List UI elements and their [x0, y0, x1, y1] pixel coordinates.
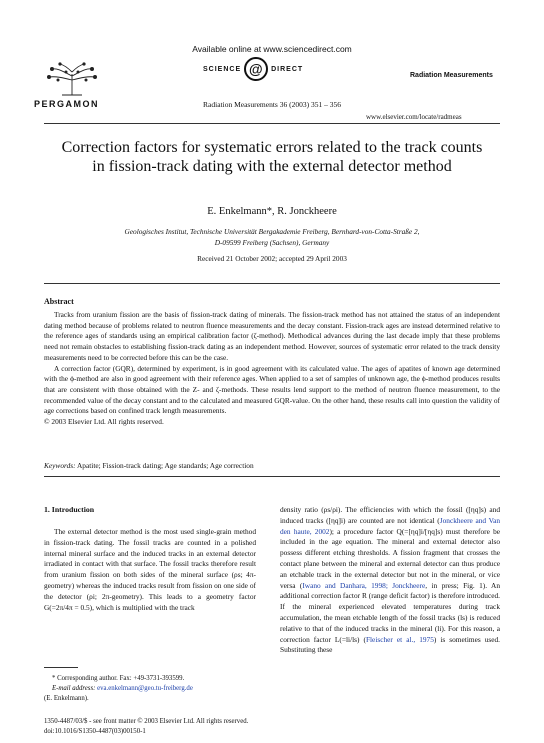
right-text-c: , in press; Fig. 1). An additional correction factor R (range deficit factor) is therefore introduced. If the mineral experienced elevated temperatures during track accumulation, the mean etchable length of the fossil tracks (ls) is reduced relative to that of the induced tracks in the mineral (li). For this reason, a correction factor L(=li/ls) (: [280, 580, 500, 644]
abstract-copyright: © 2003 Elsevier Ltd. All rights reserved.: [44, 417, 164, 427]
intro-paragraph-1: The external detector method is the most used single-grain method in fission-track dating. The fossil tracks are counted in a polished internal mineral surface and the induced tracks in an external detector irradiated in contact with that surface. The fossil tracks therefore result from uranium fission on both sides of the mineral surface (ρs; 4π-geometry) whereas the induced tracks result from fission on one side of the detector (ρi; 2π-geometry). This leads to a geometry factor G(=2π/4π = 0.5), which is multiplied with the track: [44, 527, 256, 612]
abstract-bottom-rule: [44, 476, 500, 477]
sciencedirect-logo[interactable]: [203, 57, 303, 81]
bottom-matter: [44, 717, 248, 737]
right-text-a: density ratio (ρs/ρi). The efficiencies with which the fossil ([ηq]s) and induced tracks ([ηq]i) are counted are not identical (: [280, 505, 500, 525]
footnote-name: (E. Enkelmann).: [44, 695, 89, 702]
available-online-line: Available online at www.sciencedirect.com: [192, 44, 352, 54]
email-label: E-mail address:: [52, 685, 96, 692]
abstract-top-rule: [44, 283, 500, 284]
citation-link-fleischer-1975[interactable]: Fleischer et al., 1975: [365, 634, 434, 644]
intro-paragraph-continued: [280, 505, 500, 656]
keywords-text: Apatite; Fission-track dating; Age standards; Age correction: [77, 461, 254, 470]
abstract-body: [44, 310, 500, 428]
journal-url-link[interactable]: www.elsevier.com/locate/radmeas: [366, 113, 462, 121]
affiliation-line-1: Geologisches Institut, Technische Universität Bergakademie Freiberg, Bernhard-von-Cotta-Straße 2,: [124, 227, 420, 236]
email-line: [44, 684, 256, 694]
footnote: [44, 674, 256, 704]
sd-left-text: SCIENCE: [203, 65, 242, 73]
email-link[interactable]: eva.enkelmann@geo.tu-freiberg.de: [97, 685, 193, 692]
article-title: Correction factors for systematic errors related to the track counts in fission-track dating with the external detector method: [61, 139, 483, 175]
right-column: [280, 505, 500, 656]
sd-at-icon: @: [244, 57, 268, 81]
abstract-heading: Abstract: [44, 297, 74, 306]
keywords-label: Keywords:: [44, 461, 76, 470]
received-dates: Received 21 October 2002; accepted 29 April 2003: [197, 254, 347, 263]
section-heading-introduction: 1. Introduction: [44, 505, 95, 514]
keywords-line: [44, 461, 500, 470]
abstract-paragraph-2: A correction factor (GQR), determined by experiment, is in good agreement with its calculated value. The ages of apatites of known age determined with the ϕ-method are also in good agreement with their reference ages. When applied to a set of samples of unknown age, the ϕ-method produces results that are consistent with those obtained with the Z- and ζ-methods. These results lend support to the method of neutron fluence measurement, to the recommended value of the decay constant and to the calculated and measured GQR-value. On the other hand, these results call into question the validity of age corrections based on confined track length measurements.: [44, 363, 500, 416]
abstract-paragraph-1: Tracks from uranium fission are the basis of fission-track dating of minerals. The fission-track method has not attained the status of an independent dating method because of problems related to neutron fluence measurements and the decay constant. Fission-track ages are instead determined relative to the reference ages of standards using an empirical calibration factor (ζ-method). Methodical advances during the last decade imply that these problems need not remain obstacles to establishing fission-track dating as an independent method. However, sources of systematic error related to the track density measurements need to be corrected before this can be the case.: [44, 310, 500, 362]
right-text-b: ); a procedure factor Q(=[ηq]i/[ηq]s) must therefore be included in the age equation. The mineral and external detector also possess different etching thresholds. A fission fragment that crosses the contact plane between the mineral and external detector can thus produce an etchable track in the external detector but not in the mineral, or vice versa (: [280, 526, 501, 590]
footnote-rule: [44, 667, 78, 668]
doi-line[interactable]: doi:10.1016/S1350-4487(03)00150-1: [44, 728, 146, 735]
sd-right-text: DIRECT: [271, 65, 304, 73]
publisher-name: PERGAMON: [34, 99, 100, 109]
article-authors: E. Enkelmann*, R. Jonckheere: [207, 206, 337, 217]
author-affiliation: [60, 226, 484, 248]
pergamon-tree-icon: [44, 62, 100, 96]
journal-citation: Radiation Measurements 36 (2003) 351 – 356: [203, 100, 341, 109]
affiliation-line-2: D-09599 Freiberg (Sachsen), Germany: [214, 238, 330, 247]
citation-link-jonckheere-2002[interactable]: Jonckheere and Van den haute, 2002: [280, 515, 501, 536]
left-column: [44, 527, 256, 613]
header-rule: [44, 123, 500, 124]
corresponding-author-note: * Corresponding author. Fax: +49-3731-393599.: [52, 675, 185, 682]
journal-logo-text: Radiation Measurements: [410, 72, 493, 79]
issn-line: 1350-4487/03/$ - see front matter © 2003 Elsevier Ltd. All rights reserved.: [44, 718, 249, 725]
right-text-d: ) is sometimes used. Substituting these: [280, 634, 501, 655]
citation-link-iwano-1998[interactable]: Iwano and Danhara, 1998; Jonckheere: [302, 580, 426, 590]
